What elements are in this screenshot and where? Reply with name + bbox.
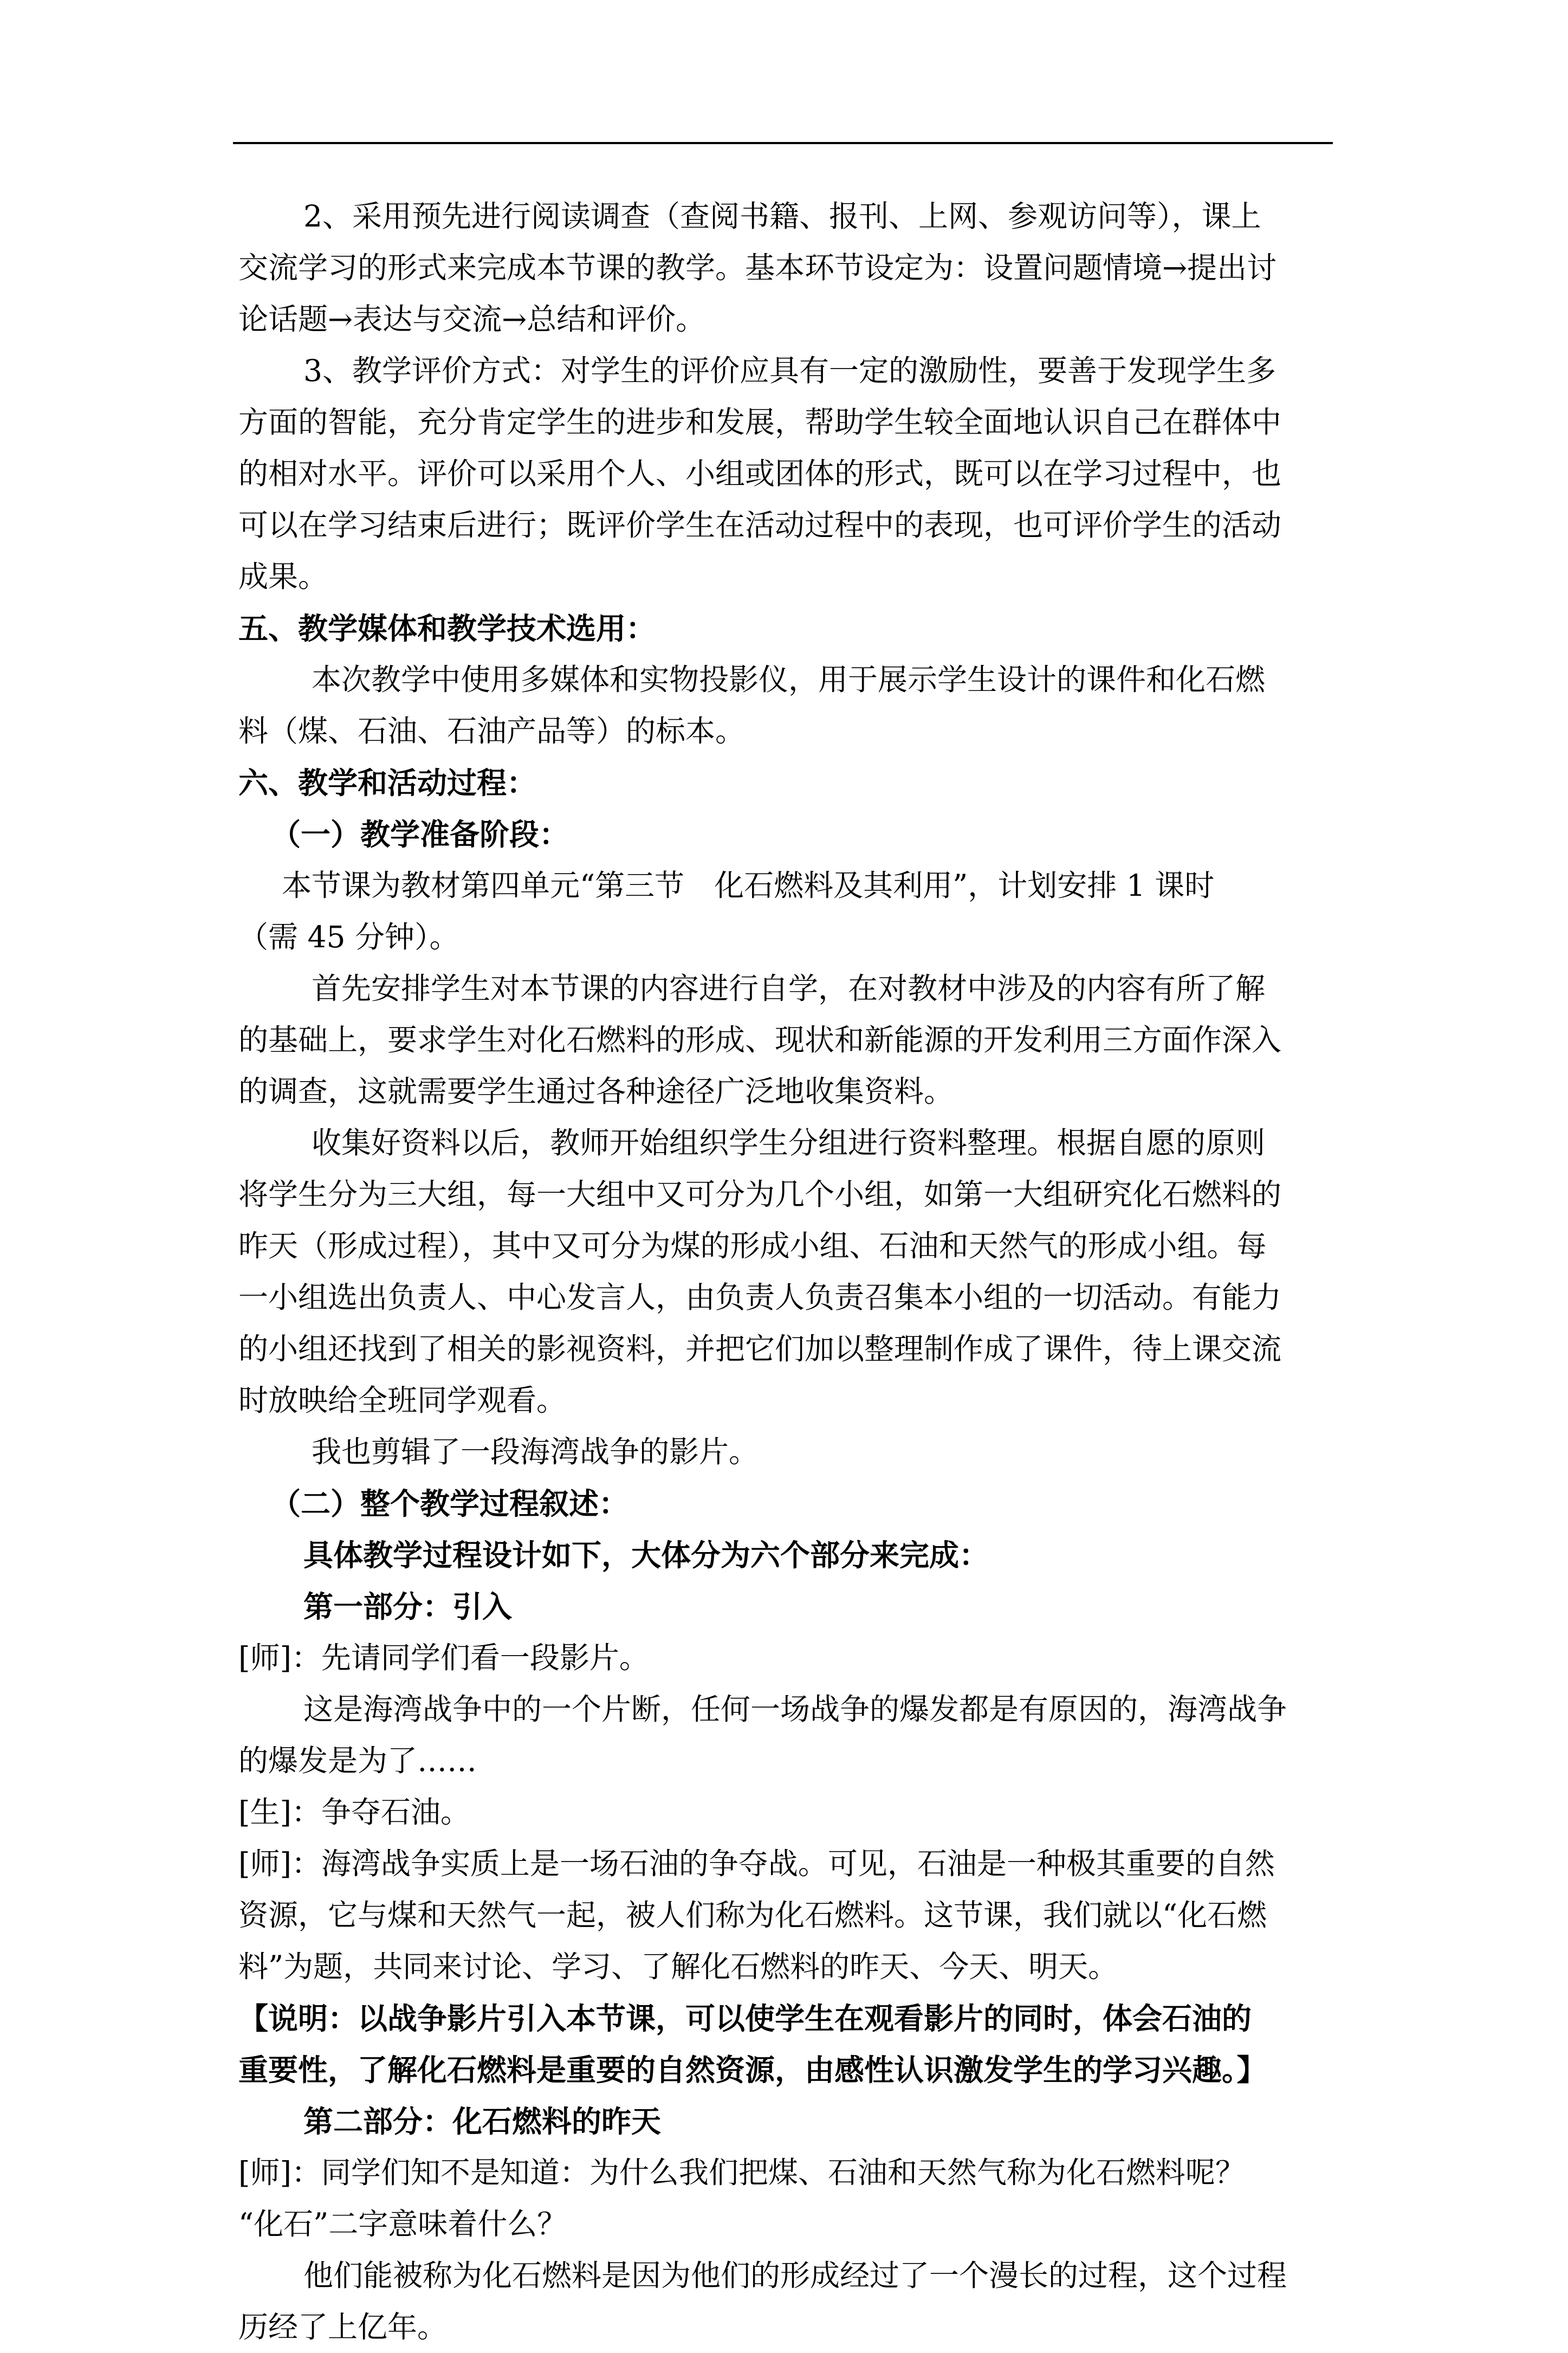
text-line: 具体教学过程设计如下，大体分为六个部分来完成： [303,1537,989,1573]
text-line: 的调查，这就需要学生通过各种途径广泛地收集资料。 [238,1074,954,1109]
text-line: （需 45 分钟）。 [238,920,459,954]
text-line: 本节课为教材第四单元“第三节 化石燃料及其利用”，计划安排 1 课时 [282,868,1215,903]
text-line: 历经了上亿年。 [238,2310,448,2344]
text-line: 方面的智能，充分肯定学生的进步和发展，帮助学生较全面地认识自己在群体中 [238,405,1282,439]
text-line: 论话题→表达与交流→总结和评价。 [238,302,706,337]
text-line: 成果。 [238,559,328,594]
text-line: “化石”二字意味着什么？ [238,2207,567,2241]
text-line: 料”为题，共同来讨论、学习、了解化石燃料的昨天、今天、明天。 [238,1949,1118,1984]
text-line: [生]：争夺石油。 [238,1795,470,1830]
document-body [238,191,1338,2353]
header-rule [233,142,1333,144]
text-line: 昨天（形成过程），其中又可分为煤的形成小组、石油和天然气的形成小组。每 [238,1229,1267,1263]
text-line: 第二部分：化石燃料的昨天 [303,2104,662,2139]
text-line: 2、采用预先进行阅读调查（查阅书籍、报刊、上网、参观访问等），课上 [303,199,1261,234]
text-line: 第一部分：引入 [303,1589,513,1624]
text-line: 的爆发是为了…… [238,1743,477,1778]
text-line: 时放映给全班同学观看。 [238,1383,567,1418]
text-line: 的相对水平。评价可以采用个人、小组或团体的形式，既可以在学习过程中，也 [238,456,1282,491]
text-line: [师]：先请同学们看一段影片。 [238,1640,649,1675]
text-line: 的小组还找到了相关的影视资料，并把它们加以整理制作成了课件，待上课交流 [238,1331,1282,1366]
text-line: 的基础上，要求学生对化石燃料的形成、现状和新能源的开发利用三方面作深入 [238,1023,1282,1057]
text-line: 交流学习的形式来完成本节课的教学。基本环节设定为：设置问题情境→提出讨 [238,250,1277,285]
text-line: 这是海湾战争中的一个片断，任何一场战争的爆发都是有原因的，海湾战争 [303,1692,1287,1727]
text-line: 他们能被称为化石燃料是因为他们的形成经过了一个漫长的过程，这个过程 [303,2258,1287,2293]
text-line: （一）教学准备阶段： [271,817,569,852]
text-line: 一小组选出负责人、中心发言人，由负责人负责召集本小组的一切活动。有能力 [238,1280,1282,1315]
text-line: 将学生分为三大组，每一大组中又可分为几个小组，如第一大组研究化石燃料的 [238,1177,1282,1212]
text-line: 首先安排学生对本节课的内容进行自学，在对教材中涉及的内容有所了解 [312,971,1266,1006]
text-line: 可以在学习结束后进行；既评价学生在活动过程中的表现，也可评价学生的活动 [238,508,1282,542]
text-line: 料（煤、石油、石油产品等）的标本。 [238,714,746,748]
text-line: 重要性，了解化石燃料是重要的自然资源，由感性认识激发学生的学习兴趣。】 [238,2052,1267,2087]
text-line: [师]：同学们知不是知道：为什么我们把煤、石油和天然气称为化石燃料呢？ [238,2155,1245,2190]
text-line: 我也剪辑了一段海湾战争的影片。 [312,1434,759,1469]
text-line: 3、教学评价方式：对学生的评价应具有一定的激励性，要善于发现学生多 [303,353,1276,388]
text-line: 本次教学中使用多媒体和实物投影仪，用于展示学生设计的课件和化石燃 [312,662,1266,697]
text-line: （二）整个教学过程叙述： [271,1486,629,1521]
text-line: 收集好资料以后，教师开始组织学生分组进行资料整理。根据自愿的原则 [312,1126,1266,1160]
text-line: [师]：海湾战争实质上是一场石油的争夺战。可见，石油是一种极其重要的自然 [238,1846,1275,1881]
text-line: 五、教学媒体和教学技术选用： [238,611,656,646]
text-line: 资源，它与煤和天然气一起，被人们称为化石燃料。这节课，我们就以“化石燃 [238,1898,1267,1932]
text-line: 六、教学和活动过程： [238,765,537,800]
text-line: 【说明：以战争影片引入本节课，可以使学生在观看影片的同时，体会石油的 [238,2001,1252,2036]
